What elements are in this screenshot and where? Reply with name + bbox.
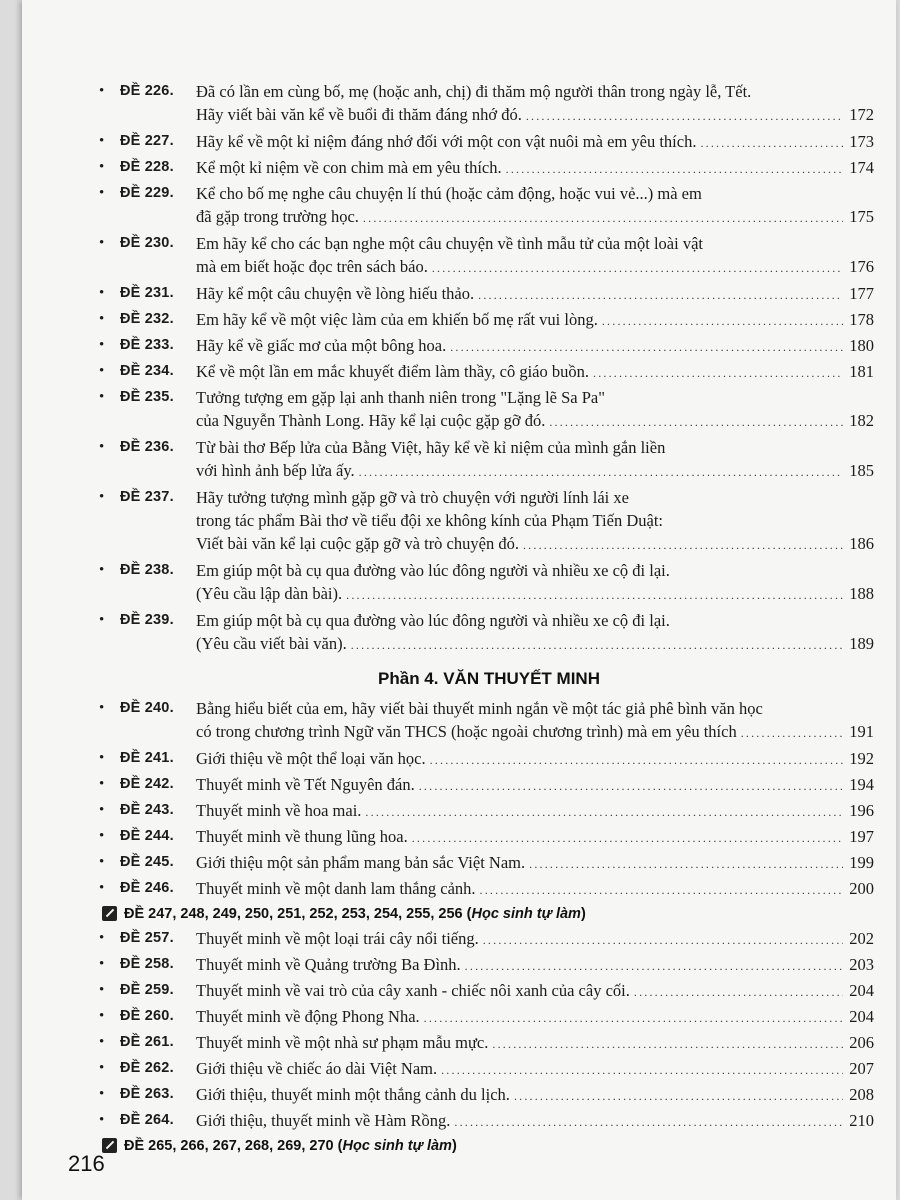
leader-dots [430, 749, 843, 772]
bullet-dot-icon: • [99, 956, 105, 972]
leader-dots [514, 1085, 843, 1108]
entry-title-line: Hãy kể một câu chuyện về lòng hiếu thảo. [196, 284, 475, 303]
toc-entry [99, 1031, 874, 1056]
entry-page-number: 206 [849, 1033, 874, 1052]
leader-dots [359, 461, 843, 484]
leader-dots [365, 801, 843, 824]
bullet-dot-icon: • [99, 880, 105, 896]
entry-page-number: 194 [849, 775, 874, 794]
toc-entry [99, 1109, 874, 1134]
entry-code: ĐỀ 240. [120, 700, 174, 716]
leader-dots [483, 929, 843, 952]
bullet-dot-icon: • [99, 1008, 105, 1024]
entry-title-line: trong tác phẩm Bài thơ về tiểu đội xe không kính của Phạm Tiến Duật: [196, 511, 663, 530]
leader-dots [741, 722, 843, 745]
toc-entry [99, 877, 874, 902]
bullet-dot-icon: • [99, 828, 105, 844]
leader-dots [480, 879, 843, 902]
entry-title-line: Giới thiệu về một thể loại văn học. [196, 749, 426, 768]
entry-title-line: đã gặp trong trường học. [196, 207, 359, 226]
entry-title-line: Giới thiệu về chiếc áo dài Việt Nam. [196, 1059, 438, 1078]
toc-entry [99, 559, 874, 607]
toc-entry [99, 486, 874, 557]
bullet-dot-icon: • [99, 802, 105, 818]
bullet-dot-icon: • [99, 439, 105, 455]
entry-code: ĐỀ 237. [120, 489, 174, 505]
entry-page-number: 210 [849, 1111, 874, 1130]
toc-entry [99, 825, 874, 850]
leader-dots [526, 105, 843, 128]
entry-code: ĐỀ 228. [120, 159, 174, 175]
entry-title-line: (Yêu cầu lập dàn bài). [196, 584, 343, 603]
bullet-dot-icon: • [99, 776, 105, 792]
toc-entry [99, 609, 874, 657]
entry-page-number: 174 [849, 158, 874, 177]
entry-title-line: Kể một kỉ niệm về con chim mà em yêu thích. [196, 158, 502, 177]
entry-code: ĐỀ 241. [120, 750, 174, 766]
entry-code: ĐỀ 232. [120, 311, 174, 327]
bullet-dot-icon: • [99, 982, 105, 998]
entry-title-line: Thuyết minh về thung lũng hoa. [196, 827, 408, 846]
entry-page-number: 178 [849, 310, 874, 329]
entry-title-line: Thuyết minh về hoa mai. [196, 801, 362, 820]
leader-dots [523, 534, 843, 557]
entry-code: ĐỀ 262. [120, 1060, 174, 1076]
entry-code: ĐỀ 261. [120, 1034, 174, 1050]
bullet-dot-icon: • [99, 612, 105, 628]
entry-page-number: 175 [849, 207, 874, 226]
toc-entry [99, 1057, 874, 1082]
entry-title-line: có trong chương trình Ngữ văn THCS (hoặc ngoài chương trình) mà em yêu thích [196, 722, 737, 741]
leader-dots [351, 634, 843, 657]
entry-code: ĐỀ 243. [120, 802, 174, 818]
entry-title-line: Thuyết minh về một nhà sư phạm mẫu mực. [196, 1033, 489, 1052]
entry-code: ĐỀ 245. [120, 854, 174, 870]
toc-entry [99, 979, 874, 1004]
section-title: Phần 4. VĂN THUYẾT MINH [378, 669, 600, 688]
entry-page-number: 173 [849, 132, 874, 151]
entry-title-line: Từ bài thơ Bếp lửa của Bằng Việt, hãy kể về kỉ niệm của mình gắn liền [196, 438, 666, 457]
entry-title-line: Giới thiệu, thuyết minh về Hàm Rồng. [196, 1111, 451, 1130]
entry-title-line: Em giúp một bà cụ qua đường vào lúc đông người và nhiều xe cộ đi lại. [196, 611, 670, 630]
leader-dots [432, 257, 843, 280]
entry-title-line: Thuyết minh về một danh lam thắng cảnh. [196, 879, 476, 898]
entry-title-line: Hãy kể về giấc mơ của một bông hoa. [196, 336, 447, 355]
entry-title-line: Em hãy kể cho các bạn nghe một câu chuyện về tình mẫu tử của một loài vật [196, 234, 703, 253]
bullet-dot-icon: • [99, 235, 105, 251]
leader-dots [634, 981, 843, 1004]
bullet-dot-icon: • [99, 489, 105, 505]
entries-group-expository-2 [99, 927, 874, 1134]
entry-page-number: 204 [849, 1007, 874, 1026]
entry-code: ĐỀ 233. [120, 337, 174, 353]
bullet-dot-icon: • [99, 363, 105, 379]
entry-title-line: Hãy kể về một kỉ niệm đáng nhớ đối với một con vật nuôi mà em yêu thích. [196, 132, 697, 151]
entry-title-line: Kể về một lần em mắc khuyết điểm làm thầy, cô giáo buồn. [196, 362, 589, 381]
toc-entry [99, 308, 874, 333]
entry-code: ĐỀ 259. [120, 982, 174, 998]
bullet-dot-icon: • [99, 337, 105, 353]
entry-title-line: Viết bài văn kể lại cuộc gặp gỡ và trò chuyện đó. [196, 534, 519, 553]
leader-dots [465, 955, 843, 978]
entry-title-line: của Nguyễn Thành Long. Hãy kể lại cuộc gặp gỡ đó. [196, 411, 546, 430]
entry-code: ĐỀ 258. [120, 956, 174, 972]
entry-title-line: mà em biết hoặc đọc trên sách báo. [196, 257, 428, 276]
entry-page-number: 177 [849, 284, 874, 303]
toc-entry [99, 747, 874, 772]
book-page [22, 0, 896, 1200]
entry-title-line: Giới thiệu một sản phẩm mang bản sắc Việt Nam. [196, 853, 526, 872]
leader-dots [593, 362, 843, 385]
bullet-dot-icon: • [99, 1112, 105, 1128]
leader-dots [700, 132, 843, 155]
entry-page-number: 199 [849, 853, 874, 872]
bullet-dot-icon: • [99, 133, 105, 149]
entry-code: ĐỀ 257. [120, 930, 174, 946]
entry-code: ĐỀ 231. [120, 285, 174, 301]
bullet-dot-icon: • [99, 389, 105, 405]
entry-title-line: Đã có lần em cùng bố, mẹ (hoặc anh, chị) đi thăm mộ người thân trong ngày lễ, Tết. [196, 82, 752, 101]
bullet-dot-icon: • [99, 185, 105, 201]
leader-dots [478, 284, 843, 307]
entry-code: ĐỀ 235. [120, 389, 174, 405]
entry-page-number: 188 [849, 584, 874, 603]
leader-dots [529, 853, 843, 876]
entry-title-line: Hãy viết bài văn kể về buổi đi thăm đáng nhớ đó. [196, 105, 522, 124]
bullet-dot-icon: • [99, 1086, 105, 1102]
entry-page-number: 202 [849, 929, 874, 948]
entry-title-line: Hãy tưởng tượng mình gặp gỡ và trò chuyện với người lính lái xe [196, 488, 629, 507]
pencil-icon [102, 906, 117, 921]
entry-page-number: 196 [849, 801, 874, 820]
toc-entry [99, 334, 874, 359]
table-of-contents [99, 80, 874, 1159]
leader-dots [424, 1007, 843, 1030]
entry-title-line: Thuyết minh về Quảng trường Ba Đình. [196, 955, 461, 974]
entry-title-line: Tưởng tượng em gặp lại anh thanh niên trong "Lặng lẽ Sa Pa" [196, 388, 605, 407]
toc-entry [99, 232, 874, 280]
toc-entry [99, 927, 874, 952]
leader-dots [412, 827, 843, 850]
entry-code: ĐỀ 227. [120, 133, 174, 149]
entry-title-line: Kể cho bố mẹ nghe câu chuyện lí thú (hoặc cảm động, hoặc vui vẻ...) mà em [196, 184, 702, 203]
entry-page-number: 176 [849, 257, 874, 276]
entry-page-number: 191 [849, 722, 874, 741]
entry-code: ĐỀ 263. [120, 1086, 174, 1102]
entry-code: ĐỀ 230. [120, 235, 174, 251]
entry-code: ĐỀ 229. [120, 185, 174, 201]
bullet-dot-icon: • [99, 285, 105, 301]
entry-page-number: 180 [849, 336, 874, 355]
bullet-dot-icon: • [99, 854, 105, 870]
leader-dots [549, 411, 843, 434]
entry-page-number: 181 [849, 362, 874, 381]
toc-entry [99, 182, 874, 230]
toc-entry [99, 130, 874, 155]
entry-code: ĐỀ 234. [120, 363, 174, 379]
entry-page-number: 172 [849, 105, 874, 124]
toc-entry [99, 360, 874, 385]
entry-title-line: Giới thiệu, thuyết minh một thắng cảnh du lịch. [196, 1085, 510, 1104]
entry-title-line: (Yêu cầu viết bài văn). [196, 634, 347, 653]
toc-entry [99, 953, 874, 978]
toc-entry [99, 80, 874, 128]
toc-entry [99, 851, 874, 876]
entries-group-expository-1 [99, 697, 874, 902]
entry-page-number: 185 [849, 461, 874, 480]
self-study-line-2: ĐỀ 265, 266, 267, 268, 269, 270 (Học sinh tự làm) [104, 1135, 874, 1157]
entry-title-line: Thuyết minh về Tết Nguyên đán. [196, 775, 415, 794]
leader-dots [346, 584, 843, 607]
page-number: 216 [68, 1151, 105, 1176]
entry-code: ĐỀ 236. [120, 439, 174, 455]
entries-group-narrative [99, 80, 874, 657]
bullet-dot-icon: • [99, 562, 105, 578]
entry-code: ĐỀ 242. [120, 776, 174, 792]
bullet-dot-icon: • [99, 83, 105, 99]
bullet-dot-icon: • [99, 1060, 105, 1076]
leader-dots [602, 310, 843, 333]
toc-entry [99, 773, 874, 798]
entry-title-line: Thuyết minh về một loại trái cây nổi tiếng. [196, 929, 479, 948]
toc-entry [99, 1083, 874, 1108]
leader-dots [419, 775, 843, 798]
entry-code: ĐỀ 244. [120, 828, 174, 844]
bullet-dot-icon: • [99, 700, 105, 716]
toc-entry [99, 156, 874, 181]
entry-title-line: Em hãy kể về một việc làm của em khiến bố mẹ rất vui lòng. [196, 310, 598, 329]
leader-dots [363, 207, 843, 230]
toc-entry [99, 282, 874, 307]
leader-dots [450, 336, 843, 359]
toc-entry [99, 386, 874, 434]
entry-title-line: Thuyết minh về động Phong Nha. [196, 1007, 420, 1026]
entry-page-number: 197 [849, 827, 874, 846]
entry-page-number: 207 [849, 1059, 874, 1078]
entry-code: ĐỀ 226. [120, 83, 174, 99]
toc-entry [99, 799, 874, 824]
bullet-dot-icon: • [99, 930, 105, 946]
bullet-dot-icon: • [99, 750, 105, 766]
entry-page-number: 186 [849, 534, 874, 553]
entry-code: ĐỀ 246. [120, 880, 174, 896]
entry-page-number: 192 [849, 749, 874, 768]
leader-dots [506, 158, 843, 181]
toc-entry [99, 436, 874, 484]
leader-dots [492, 1033, 843, 1056]
entry-page-number: 208 [849, 1085, 874, 1104]
entry-page-number: 204 [849, 981, 874, 1000]
entry-page-number: 200 [849, 879, 874, 898]
entry-title-line: Thuyết minh về vai trò của cây xanh - chiếc nôi xanh của cây cối. [196, 981, 630, 1000]
toc-entry [99, 697, 874, 745]
entry-page-number: 189 [849, 634, 874, 653]
entry-code: ĐỀ 260. [120, 1008, 174, 1024]
toc-entry [99, 1005, 874, 1030]
entry-code: ĐỀ 239. [120, 612, 174, 628]
bullet-dot-icon: • [99, 159, 105, 175]
self-study-line-1: ĐỀ 247, 248, 249, 250, 251, 252, 253, 254, 255, 256 (Học sinh tự làm) [104, 903, 874, 925]
entry-title-line: Bằng hiểu biết của em, hãy viết bài thuyết minh ngắn về một tác giả phê bình văn học [196, 699, 763, 718]
leader-dots [441, 1059, 843, 1082]
leader-dots [454, 1111, 843, 1134]
bullet-dot-icon: • [99, 1034, 105, 1050]
entry-code: ĐỀ 238. [120, 562, 174, 578]
bullet-dot-icon: • [99, 311, 105, 327]
entry-title-line: với hình ảnh bếp lửa ấy. [196, 461, 355, 480]
entry-page-number: 182 [849, 411, 874, 430]
entry-title-line: Em giúp một bà cụ qua đường vào lúc đông người và nhiều xe cộ đi lại. [196, 561, 670, 580]
entry-code: ĐỀ 264. [120, 1112, 174, 1128]
entry-page-number: 203 [849, 955, 874, 974]
